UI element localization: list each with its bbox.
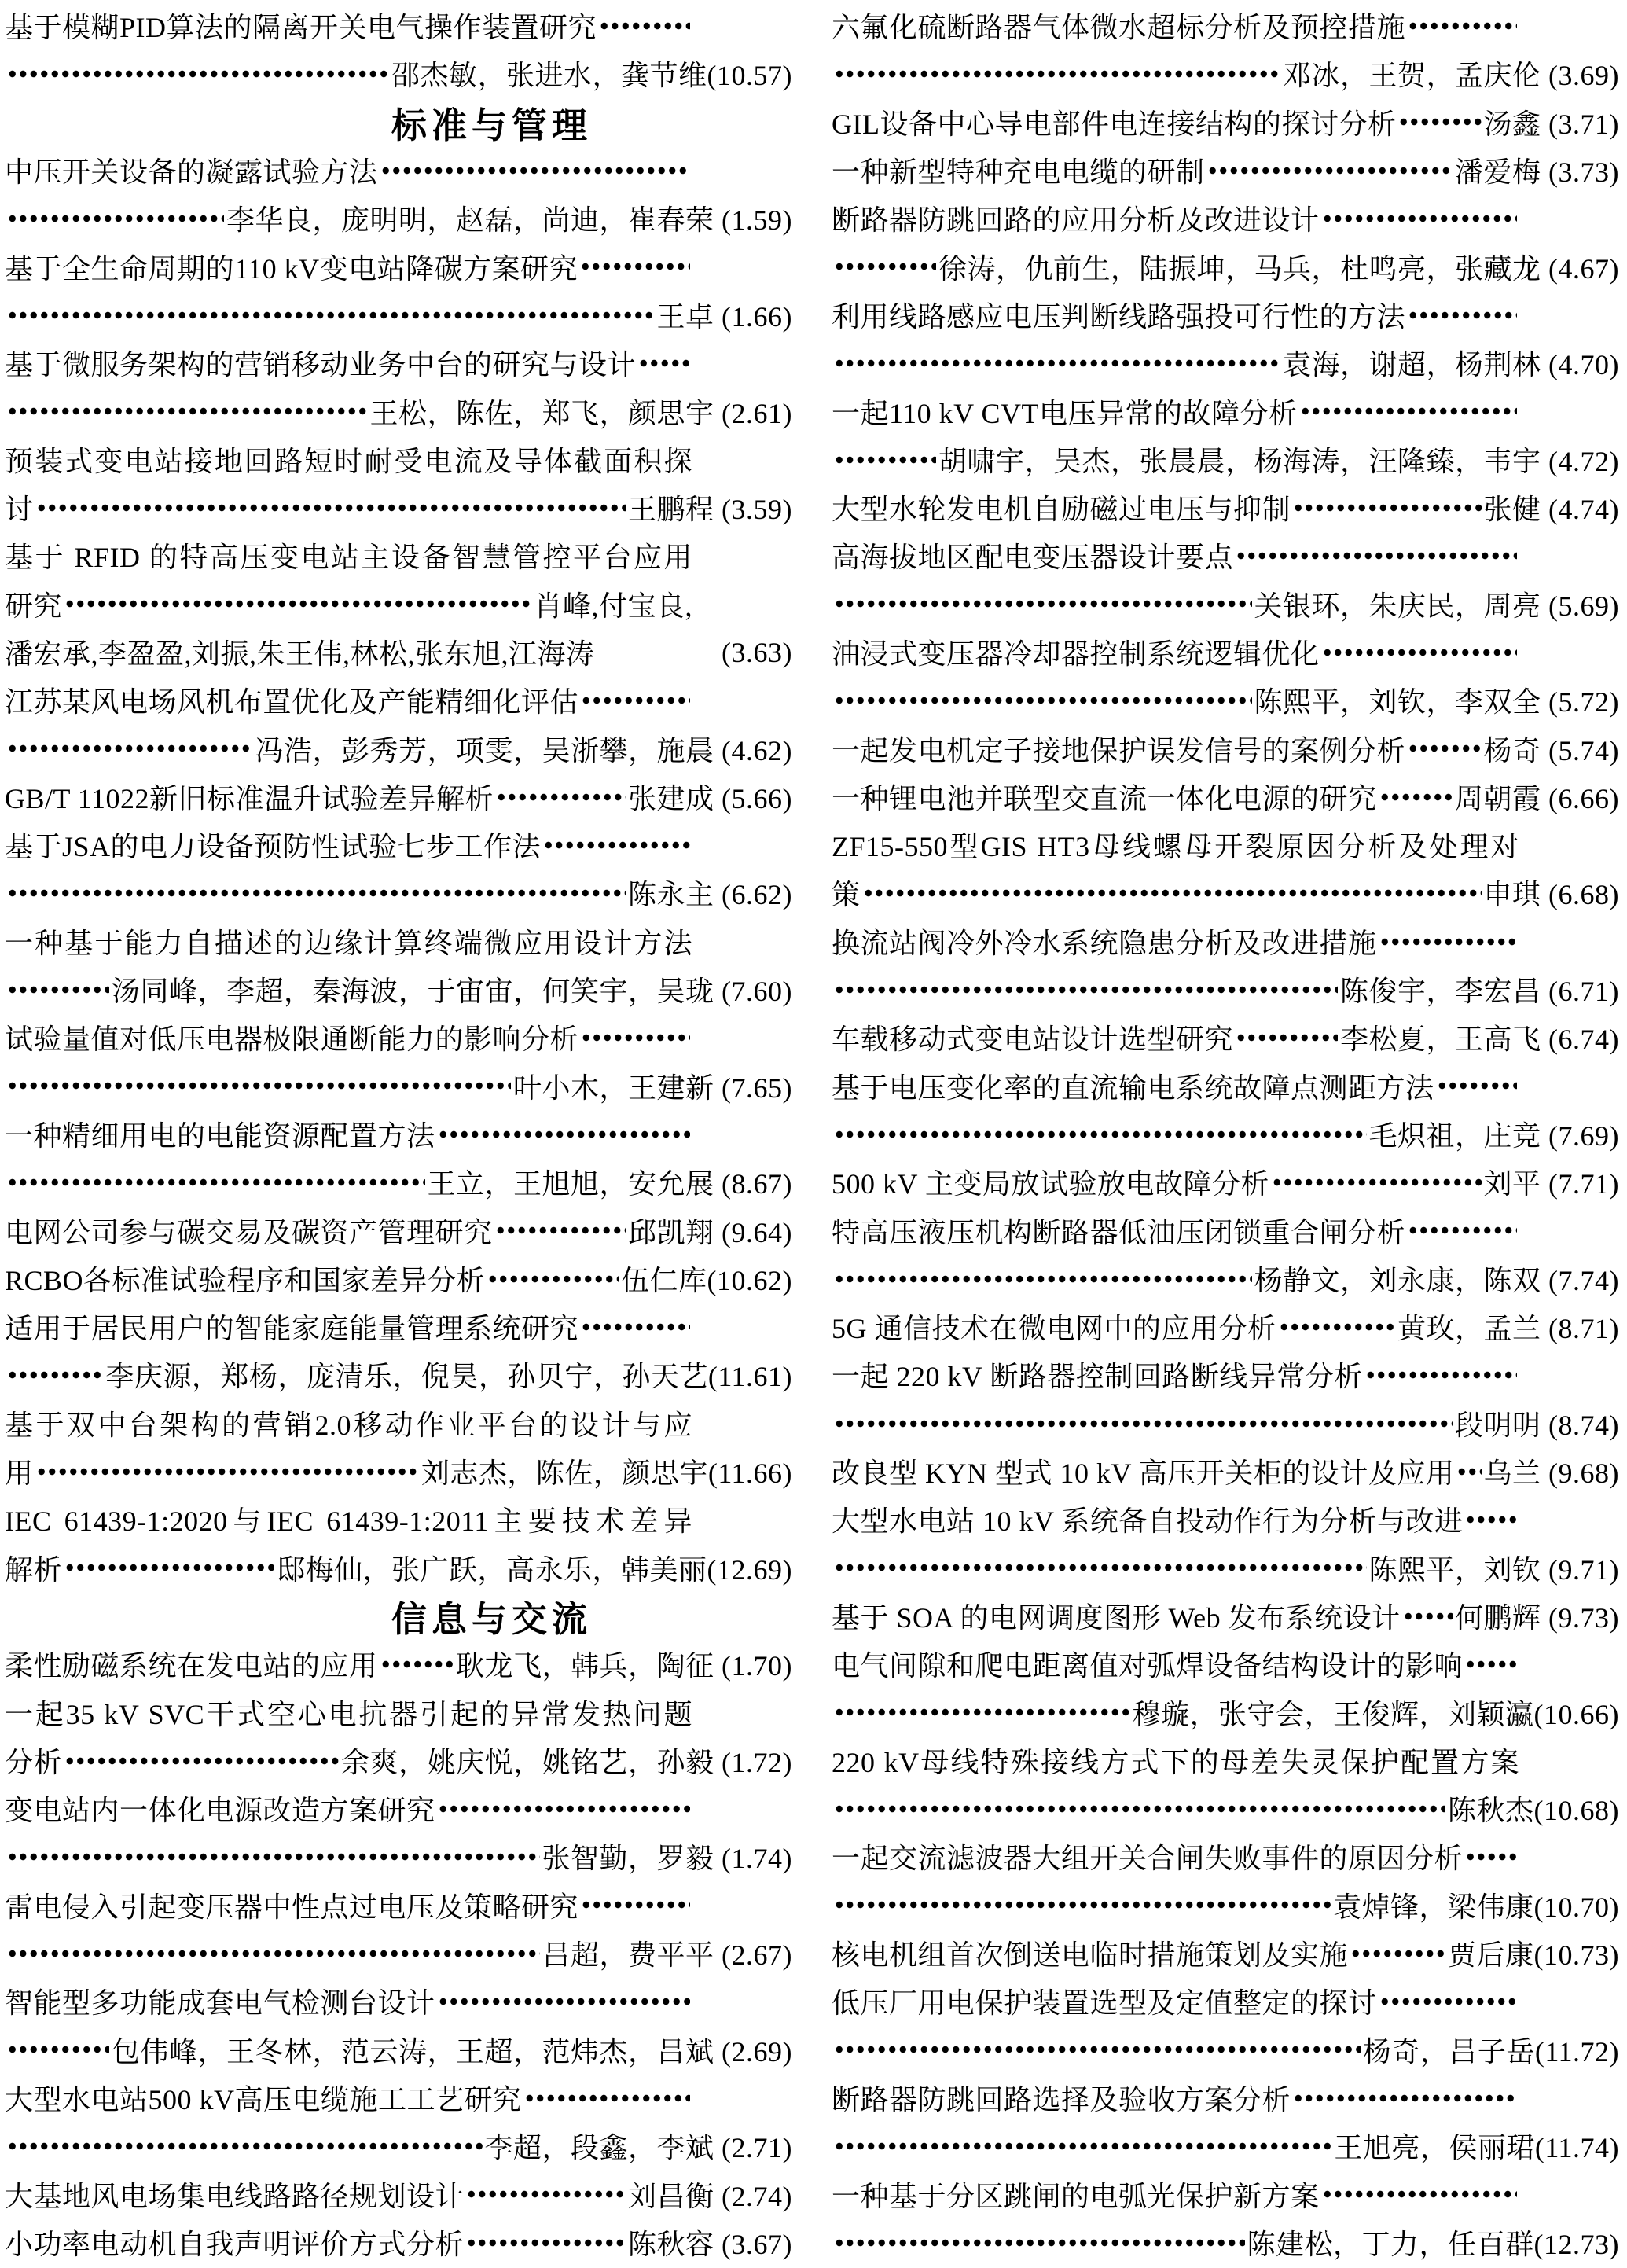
index-entry-line xyxy=(5,531,792,579)
index-entry-line xyxy=(832,1062,1619,1110)
index-entry-line xyxy=(832,2218,1619,2266)
index-entry-line xyxy=(832,2122,1619,2170)
dot-leader xyxy=(380,146,690,194)
entry-authors-page: 陈俊宇，李宏昌 (6.71) xyxy=(1340,976,1619,1008)
index-entry-line xyxy=(832,1158,1619,1206)
entry-authors-page: 胡啸宇，吴杰，张晨晨，杨海涛，汪隆臻，韦宇 (4.72) xyxy=(938,445,1619,477)
index-entry-line xyxy=(832,869,1619,917)
entry-title: 断路器防跳回路选择及验收方案分析 xyxy=(832,2083,1291,2115)
index-entry-line xyxy=(832,724,1619,772)
index-entry-line xyxy=(5,436,792,483)
entry-title: 一起35 kV SVC干式空心电抗器引起的异常发热问题 xyxy=(5,1698,692,1730)
index-entry-line xyxy=(832,146,1619,194)
dot-leader xyxy=(1236,531,1517,579)
entry-title: 一种新型特种充电电缆的研制 xyxy=(832,156,1205,189)
index-entry-line xyxy=(832,242,1619,290)
dot-leader xyxy=(581,1881,690,1929)
entry-title: 一起发电机定子接地保护误发信号的案例分析 xyxy=(832,734,1406,766)
dot-leader xyxy=(438,1110,690,1158)
dot-leader xyxy=(7,2122,483,2170)
dot-leader xyxy=(834,50,1280,97)
index-entry-line xyxy=(832,339,1619,387)
index-entry-line xyxy=(5,1544,792,1592)
dot-leader xyxy=(834,242,936,290)
dot-leader xyxy=(496,773,626,821)
entry-authors-page: 邸梅仙，张广跃，高永乐，韩美丽(12.69) xyxy=(277,1553,792,1586)
index-entry-line xyxy=(5,1206,792,1254)
dot-leader xyxy=(834,580,1252,628)
entry-authors-page: 杨奇，吕子岳(11.72) xyxy=(1362,2035,1619,2068)
entry-authors-page: 叶小木，王建新 (7.65) xyxy=(513,1072,792,1104)
dot-leader xyxy=(834,1544,1367,1592)
dot-leader xyxy=(1322,194,1517,242)
index-entry-line xyxy=(5,1255,792,1303)
index-entry-line xyxy=(832,821,1619,869)
dot-leader xyxy=(7,2025,109,2073)
entry-authors-page: 李超，段鑫，李斌 (2.71) xyxy=(484,2132,792,2164)
index-entry-line xyxy=(832,1640,1619,1688)
dot-leader xyxy=(581,1303,690,1351)
index-entry-line xyxy=(5,1688,792,1736)
dot-leader xyxy=(64,1737,339,1785)
entry-authors-page: 耿龙飞，韩兵，陶征 (1.70) xyxy=(456,1650,792,1682)
entry-authors-page: 王旭亮，侯丽珺(11.74) xyxy=(1334,2132,1619,2164)
dot-leader xyxy=(1408,2,1517,50)
dot-leader xyxy=(7,869,626,917)
entry-title: 核电机组首次倒送电临时措施策划及实施 xyxy=(832,1939,1349,1972)
index-entry-line xyxy=(832,2170,1619,2218)
entry-authors-page: 陈熙平，刘钦，李双全 (5.72) xyxy=(1254,686,1619,719)
entry-title: GIL设备中心导电部件电连接结构的探讨分析 xyxy=(832,108,1397,140)
dot-leader xyxy=(834,1255,1252,1303)
entry-title: 电气间隙和爬电距离值对弧焊设备结构设计的影响 xyxy=(832,1650,1464,1682)
index-entry-line xyxy=(5,50,792,97)
dot-leader xyxy=(1365,1351,1517,1399)
index-entry-line xyxy=(5,1640,792,1688)
dot-leader xyxy=(7,291,655,339)
dot-leader xyxy=(834,339,1280,387)
entry-title: 适用于居民用户的智能家庭能量管理系统研究 xyxy=(5,1313,579,1345)
dot-leader xyxy=(1465,1495,1517,1543)
entry-title: 试验量值对低压电器极限通断能力的影响分析 xyxy=(5,1024,579,1056)
index-entry-line xyxy=(832,676,1619,724)
index-entry-line xyxy=(832,387,1619,435)
entry-authors-page: 陈建松，丁力，任百群(12.73) xyxy=(1247,2228,1619,2260)
dot-leader xyxy=(1408,724,1482,772)
entry-title: 江苏某风电场风机布置优化及产能精细化评估 xyxy=(5,686,579,719)
dot-leader xyxy=(36,483,626,531)
dot-leader xyxy=(1379,773,1453,821)
dot-leader xyxy=(834,676,1252,724)
index-entry-line xyxy=(832,194,1619,242)
entry-title: IEC 61439-1:2020与IEC 61439-1:2011主要技术差异 xyxy=(5,1505,692,1538)
entry-title: 讨 xyxy=(5,494,34,526)
entry-authors-page: 毛炽祖，庄竞 (7.69) xyxy=(1368,1119,1619,1152)
index-entry-line xyxy=(832,1110,1619,1158)
entry-authors-page: 冯浩，彭秀芳，项雯，吴浙攀，施晨 (4.62) xyxy=(255,734,792,766)
index-entry-line xyxy=(832,1255,1619,1303)
dot-leader xyxy=(1322,628,1517,676)
index-entry-line xyxy=(832,1013,1619,1061)
entry-title: 策 xyxy=(832,879,861,911)
index-entry-line xyxy=(5,1303,792,1351)
dot-leader xyxy=(7,1929,540,1977)
index-entry-line xyxy=(832,773,1619,821)
entry-title: 一种基于分区跳闸的电弧光保护新方案 xyxy=(832,2180,1320,2212)
dot-leader xyxy=(7,1351,103,1399)
index-entry-line xyxy=(832,1399,1619,1447)
entry-title: 断路器防跳回路的应用分析及改进设计 xyxy=(832,204,1320,237)
dot-leader xyxy=(64,580,531,628)
index-entry-line xyxy=(832,1544,1619,1592)
entry-title: 5G 通信技术在微电网中的应用分析 xyxy=(832,1313,1276,1345)
dot-leader xyxy=(834,2025,1361,2073)
index-entry-line xyxy=(5,2025,792,2073)
index-entry-line xyxy=(832,98,1619,146)
index-entry-line xyxy=(832,291,1619,339)
entry-title: 油浸式变压器冷却器控制系统逻辑优化 xyxy=(832,638,1320,670)
entry-title: 220 kV母线特殊接线方式下的母差失灵保护配置方案 xyxy=(832,1746,1519,1778)
entry-title: 一起 220 kV 断路器控制回路断线异常分析 xyxy=(832,1361,1363,1393)
index-entry-line xyxy=(5,2074,792,2122)
entry-title: 解析 xyxy=(5,1553,63,1586)
dot-leader xyxy=(834,2122,1331,2170)
entry-authors-page: 张建成 (5.66) xyxy=(628,782,792,814)
entry-authors-page: 王立，王旭旭，安允展 (8.67) xyxy=(427,1168,792,1200)
entry-title: RCBO各标准试验程序和国家差异分析 xyxy=(5,1264,486,1296)
index-entry-line xyxy=(5,1832,792,1880)
entry-authors-page: 汤鑫 (3.71) xyxy=(1483,108,1619,140)
entry-authors-page: 李庆源，郑杨，庞清乐，倪昊，孙贝宁，孙天艺(11.61) xyxy=(105,1361,792,1393)
entry-authors-page: 李华良，庞明明，赵磊，尚迪，崔春荣 (1.59) xyxy=(226,204,792,237)
dot-leader xyxy=(863,869,1482,917)
entry-authors-page: 陈秋杰(10.68) xyxy=(1448,1795,1619,1827)
index-entry-line xyxy=(5,1062,792,1110)
entry-authors-page: 潘爱梅 (3.73) xyxy=(1455,156,1619,189)
dot-leader xyxy=(834,2218,1245,2266)
index-entry-line xyxy=(5,387,792,435)
entry-authors-page: 王鹏程 (3.59) xyxy=(628,494,792,526)
entry-title: 基于 RFID 的特高压变电站主设备智慧管控平台应用 xyxy=(5,542,692,574)
dot-leader xyxy=(438,1977,690,2025)
dot-leader xyxy=(834,965,1338,1013)
dot-leader xyxy=(1437,1062,1517,1110)
entry-title: 预装式变电站接地回路短时耐受电流及导体截面积探 xyxy=(5,445,692,477)
entry-title: 大型水轮发电机自励磁过电压与抑制 xyxy=(832,494,1291,526)
entry-authors-page: 杨奇 (5.74) xyxy=(1483,734,1619,766)
index-column-left xyxy=(5,2,792,2268)
entry-title: 六氟化硫断路器气体微水超标分析及预控措施 xyxy=(832,12,1406,44)
dot-leader xyxy=(1272,1158,1482,1206)
entry-title: 高海拔地区配电变压器设计要点 xyxy=(832,542,1234,574)
dot-leader xyxy=(495,1206,626,1254)
entry-title: 潘宏承,李盈盈,刘振,朱王伟,林松,张东旭,江海涛 xyxy=(5,638,595,670)
dot-leader xyxy=(7,50,389,97)
dot-leader xyxy=(1350,1929,1445,1977)
index-entry-line xyxy=(832,50,1619,97)
entry-title: 雷电侵入引起变压器中性点过电压及策略研究 xyxy=(5,1891,579,1923)
index-entry-line xyxy=(5,1881,792,1929)
entry-title: 基于 SOA 的电网调度图形 Web 发布系统设计 xyxy=(832,1601,1401,1634)
entry-authors-page: 周朝霞 (6.66) xyxy=(1455,782,1619,814)
index-entry-line xyxy=(5,1447,792,1495)
entry-title: 基于电压变化率的直流输电系统故障点测距方法 xyxy=(832,1072,1434,1104)
dot-leader xyxy=(834,1110,1367,1158)
entry-title: ZF15-550型GIS HT3母线螺母开裂原因分析及处理对 xyxy=(832,831,1519,863)
index-entry-line xyxy=(5,628,792,676)
index-entry-line xyxy=(5,194,792,242)
dot-leader xyxy=(487,1255,619,1303)
entry-authors-page: 穆璇，张守会，王俊辉，刘颖瀛(10.66) xyxy=(1132,1698,1619,1730)
entry-authors-page: 乌兰 (9.68) xyxy=(1483,1457,1619,1490)
index-entry-line xyxy=(832,1592,1619,1640)
dot-leader xyxy=(64,1544,274,1592)
entry-authors-page: 刘昌衡 (2.74) xyxy=(628,2180,792,2212)
index-column-right xyxy=(832,2,1619,2268)
dot-leader xyxy=(834,1399,1453,1447)
dot-leader xyxy=(7,1062,511,1110)
entry-title: 一起交流滤波器大组开关合闸失败事件的原因分析 xyxy=(832,1843,1464,1875)
dot-leader xyxy=(1379,1977,1517,2025)
dot-leader xyxy=(543,821,690,869)
index-entry-line xyxy=(5,1158,792,1206)
entry-title: 基于全生命周期的110 kV变电站降碳方案研究 xyxy=(5,252,578,285)
entry-authors-page: 汤同峰，李超，秦海波，于宙宙，何笑宇，吴珑 (7.60) xyxy=(112,976,792,1008)
entry-title: 换流站阀冷外冷水系统隐患分析及改进措施 xyxy=(832,927,1377,959)
entry-authors-page: 张健 (4.74) xyxy=(1483,494,1619,526)
dot-leader xyxy=(834,1785,1445,1832)
index-entry-line xyxy=(832,2074,1619,2122)
index-entry-line xyxy=(5,2,792,50)
dot-leader xyxy=(1236,1013,1338,1061)
entry-authors-page: 何鹏辉 (9.73) xyxy=(1455,1601,1619,1634)
entry-title: 利用线路感应电压判断线路强投可行性的方法 xyxy=(832,300,1406,333)
entry-authors-page: 肖峰,付宝良, xyxy=(534,590,692,622)
index-entry-line xyxy=(832,436,1619,483)
index-entry-line xyxy=(5,965,792,1013)
index-entry-line xyxy=(832,2,1619,50)
section-header: 标准与管理 xyxy=(391,105,593,145)
index-entry-line xyxy=(832,1688,1619,1736)
dot-leader xyxy=(1398,98,1481,146)
entry-authors-page: 包伟峰，王冬林，范云涛，王超，范炜杰，吕斌 (2.69) xyxy=(112,2035,792,2068)
entry-authors-page: 关银环，朱庆民，周亮 (5.69) xyxy=(1254,590,1619,622)
entry-authors-page: 陈秋容 (3.67) xyxy=(628,2228,792,2260)
entry-title: 研究 xyxy=(5,590,63,622)
index-entry-line xyxy=(5,724,792,772)
section-header: 信息与交流 xyxy=(391,1598,593,1639)
dot-leader xyxy=(7,1832,540,1880)
index-entry-line xyxy=(5,1737,792,1785)
dot-leader xyxy=(581,1013,690,1061)
index-entry-line xyxy=(832,1929,1619,1977)
dot-leader xyxy=(466,2170,626,2218)
dot-leader xyxy=(580,242,690,290)
index-entry-line xyxy=(832,965,1619,1013)
entry-authors-page: 袁海，谢超，杨荆林 (4.70) xyxy=(1283,349,1619,381)
entry-title: 一种基于能力自描述的边缘计算终端微应用设计方法 xyxy=(5,927,692,959)
dot-leader xyxy=(834,1688,1130,1736)
index-entry-line xyxy=(5,339,792,387)
dot-leader xyxy=(834,1881,1331,1929)
entry-title: 基于双中台架构的营销2.0移动作业平台的设计与应 xyxy=(5,1409,692,1441)
entry-authors-page: 吕超，费平平 (2.67) xyxy=(542,1939,792,1972)
entry-title: 智能型多功能成套电气检测台设计 xyxy=(5,1987,435,2020)
entry-authors-page: 陈永主 (6.62) xyxy=(628,879,792,911)
index-entry-line xyxy=(832,1785,1619,1832)
entry-authors-page: 袁焯锋，梁伟康(10.70) xyxy=(1333,1891,1619,1923)
dot-leader xyxy=(1279,1303,1396,1351)
entry-title: 基于模糊PID算法的隔离开关电气操作装置研究 xyxy=(5,12,597,44)
dot-leader xyxy=(599,2,690,50)
dot-leader xyxy=(7,965,109,1013)
dot-leader xyxy=(1207,146,1453,194)
index-entry-line xyxy=(5,1399,792,1447)
dot-leader xyxy=(1403,1592,1453,1640)
index-entry-line xyxy=(5,2122,792,2170)
index-entry-line xyxy=(5,773,792,821)
index-entry-line xyxy=(832,531,1619,579)
entry-title: 小功率电动机自我声明评价方式分析 xyxy=(5,2228,465,2260)
dot-leader xyxy=(1465,1640,1517,1688)
entry-title: 500 kV 主变局放试验放电故障分析 xyxy=(832,1168,1269,1200)
entry-title: 一起110 kV CVT电压异常的故障分析 xyxy=(832,397,1298,429)
dot-leader xyxy=(7,724,253,772)
dot-leader xyxy=(7,1158,425,1206)
entry-authors-page: 刘平 (7.71) xyxy=(1483,1168,1619,1200)
entry-authors-page: (3.63) xyxy=(722,636,792,668)
entry-authors-page: 余爽，姚庆悦，姚铭艺，孙毅 (1.72) xyxy=(341,1746,792,1778)
index-entry-line xyxy=(832,2025,1619,2073)
dot-leader xyxy=(1300,387,1517,435)
dot-leader xyxy=(1408,1206,1517,1254)
entry-authors-page: 邱凯翔 (9.64) xyxy=(628,1216,792,1248)
entry-title: 一种精细用电的电能资源配置方法 xyxy=(5,1119,435,1152)
entry-authors-page: 贾后康(10.73) xyxy=(1448,1939,1619,1972)
index-entry-line xyxy=(5,2218,792,2266)
entry-authors-page: 申琪 (6.68) xyxy=(1483,879,1619,911)
entry-authors-page: 陈熙平，刘钦 (9.71) xyxy=(1368,1553,1619,1586)
index-entry-line xyxy=(832,1881,1619,1929)
entry-title: 一种锂电池并联型交直流一体化电源的研究 xyxy=(832,782,1377,814)
entry-title: 用 xyxy=(5,1457,34,1490)
entry-authors-page: 李松夏，王高飞 (6.74) xyxy=(1340,1024,1619,1056)
entry-authors-page: 张智勤，罗毅 (1.74) xyxy=(542,1843,792,1875)
index-entry-line xyxy=(5,869,792,917)
entry-authors-page: 王松，陈佐，郑飞，颜思宇 (2.61) xyxy=(369,397,792,429)
dot-leader xyxy=(438,1785,690,1832)
index-entry-line xyxy=(832,483,1619,531)
entry-title: 柔性励磁系统在发电站的应用 xyxy=(5,1650,378,1682)
index-entry-line xyxy=(5,2170,792,2218)
index-entry-line xyxy=(832,1206,1619,1254)
index-entry-line xyxy=(5,242,792,290)
index-entry-line xyxy=(832,1977,1619,2025)
entry-title: 基于微服务架构的营销移动业务中台的研究与设计 xyxy=(5,349,637,381)
entry-authors-page: 徐涛，仇前生，陆振坤，马兵，杜鸣亮，张藏龙 (4.67) xyxy=(938,252,1619,285)
index-entry-line xyxy=(832,1351,1619,1399)
entry-title: 大型水电站 10 kV 系统备自投动作行为分析与改进 xyxy=(832,1505,1464,1538)
entry-title: 中压开关设备的凝露试验方法 xyxy=(5,156,378,189)
dot-leader xyxy=(1408,291,1517,339)
entry-title: 大基地风电场集电线路路径规划设计 xyxy=(5,2180,465,2212)
dot-leader xyxy=(466,2218,626,2266)
dot-leader xyxy=(1293,483,1482,531)
index-entry-line xyxy=(5,1495,792,1543)
index-entry-line xyxy=(832,1495,1619,1543)
dot-leader xyxy=(524,2074,691,2122)
index-entry-line xyxy=(5,821,792,869)
index-entry-line xyxy=(5,1013,792,1061)
entry-title: 基于JSA的电力设备预防性试验七步工作法 xyxy=(5,831,542,863)
index-entry-line xyxy=(5,676,792,724)
dot-leader xyxy=(1293,2074,1517,2122)
entry-title: 低压厂用电保护装置选型及定值整定的探讨 xyxy=(832,1987,1377,2020)
entry-authors-page: 黄玫，孟兰 (8.71) xyxy=(1397,1313,1619,1345)
index-entry-line xyxy=(5,483,792,531)
index-entry-line xyxy=(832,1303,1619,1351)
entry-title: 改良型 KYN 型式 10 kV 高压开关柜的设计及应用 xyxy=(832,1457,1455,1490)
index-entry-line xyxy=(832,1832,1619,1880)
entry-authors-page: 邓冰，王贺，孟庆伦 (3.69) xyxy=(1283,60,1619,92)
index-entry-line xyxy=(5,1977,792,2025)
dot-leader xyxy=(36,1447,419,1495)
index-entry-line xyxy=(832,1737,1619,1785)
index-entry-line xyxy=(832,1447,1619,1495)
dot-leader xyxy=(581,676,690,724)
index-entry-line xyxy=(5,1785,792,1832)
dot-leader xyxy=(638,339,690,387)
index-entry-line xyxy=(832,917,1619,965)
entry-title: 分析 xyxy=(5,1746,63,1778)
entry-authors-page: 邵杰敏，张进水，龚节维(10.57) xyxy=(391,60,792,92)
dot-leader xyxy=(380,1640,454,1688)
index-entry-line xyxy=(5,1929,792,1977)
dot-leader xyxy=(1456,1447,1481,1495)
index-entry-line xyxy=(5,917,792,965)
entry-title: 大型水电站500 kV高压电缆施工工艺研究 xyxy=(5,2083,522,2115)
index-entry-line xyxy=(832,580,1619,628)
index-entry-line xyxy=(5,291,792,339)
entry-title: 变电站内一体化电源改造方案研究 xyxy=(5,1795,435,1827)
dot-leader xyxy=(7,387,368,435)
entry-title: 电网公司参与碳交易及碳资产管理研究 xyxy=(5,1216,493,1248)
entry-title: GB/T 11022新旧标准温升试验差异解析 xyxy=(5,782,494,814)
entry-title: 车载移动式变电站设计选型研究 xyxy=(832,1024,1234,1056)
index-entry-line xyxy=(5,1351,792,1399)
entry-authors-page: 杨静文，刘永康，陈双 (7.74) xyxy=(1254,1264,1619,1296)
dot-leader xyxy=(597,628,720,676)
entry-authors-page: 伍仁库(10.62) xyxy=(621,1264,792,1296)
entry-authors-page: 王卓 (1.66) xyxy=(656,300,792,333)
dot-leader xyxy=(1465,1832,1517,1880)
index-entry-line xyxy=(5,1110,792,1158)
dot-leader xyxy=(1322,2170,1517,2218)
entry-authors-page: 刘志杰，陈佐，颜思宇(11.66) xyxy=(421,1457,792,1490)
dot-leader xyxy=(1379,917,1517,965)
index-entry-line xyxy=(5,146,792,194)
index-entry-line xyxy=(5,580,792,628)
dot-leader xyxy=(7,194,224,242)
entry-title: 特高压液压机构断路器低油压闭锁重合闸分析 xyxy=(832,1216,1406,1248)
index-entry-line xyxy=(832,628,1619,676)
dot-leader xyxy=(834,436,936,483)
entry-authors-page: 段明明 (8.74) xyxy=(1455,1409,1619,1441)
